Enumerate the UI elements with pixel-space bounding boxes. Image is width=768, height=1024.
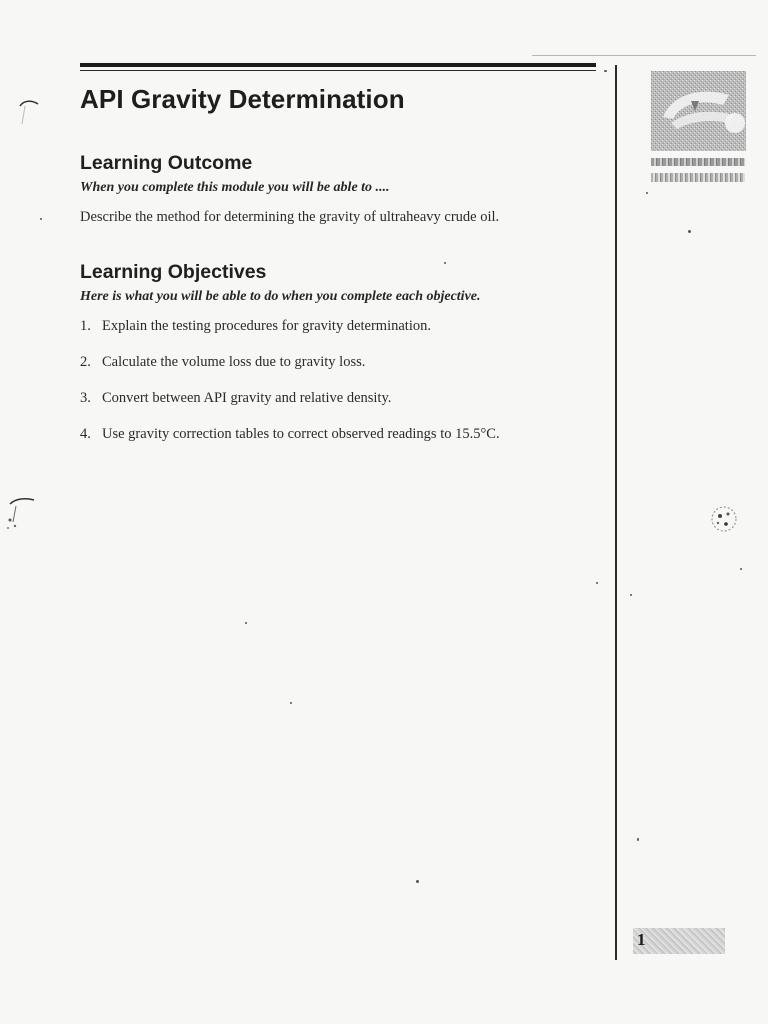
binder-hole-mark-icon [16, 94, 46, 135]
page-title: API Gravity Determination [80, 84, 405, 114]
list-item-number: 2. [80, 354, 91, 370]
learning-outcome-lead: When you complete this module you will be able to .... [80, 180, 390, 195]
list-item-text: Use gravity correction tables to correct observed readings to 15.5°C. [102, 426, 500, 442]
list-item-text: Calculate the volume loss due to gravity loss. [102, 354, 366, 370]
scan-speck [416, 880, 419, 883]
scan-speck [290, 702, 292, 704]
list-item [80, 352, 500, 388]
margin-vertical-rule [615, 65, 617, 960]
scan-smudge-icon [706, 502, 742, 541]
scan-speck [688, 230, 691, 233]
scan-speck [604, 70, 607, 72]
list-item-number: 4. [80, 426, 91, 442]
logo-stripe-upper [651, 158, 745, 166]
scan-speck [740, 568, 742, 570]
list-item [80, 316, 500, 352]
list-item-number: 1. [80, 318, 91, 334]
list-item-text: Convert between API gravity and relative density. [102, 390, 392, 406]
scan-speck [630, 594, 632, 596]
scan-speck [40, 218, 42, 220]
learning-outcome-text: Describe the method for determining the gravity of ultraheavy crude oil. [80, 209, 500, 225]
header-rule-thick [80, 63, 596, 67]
scan-speck [637, 838, 639, 841]
scan-speck [444, 262, 446, 264]
list-item-number: 3. [80, 390, 91, 406]
binder-hole-mark-icon [4, 492, 38, 539]
scan-speck [596, 582, 598, 584]
learning-objectives-lead: Here is what you will be able to do when you complete each objective. [80, 289, 481, 304]
learning-objectives-heading: Learning Objectives [80, 261, 267, 283]
objectives-list [80, 316, 500, 460]
list-item [80, 388, 500, 424]
page-number: 1 [637, 930, 646, 949]
page-number-box [633, 928, 725, 954]
learning-outcome-heading: Learning Outcome [80, 152, 253, 174]
scan-speck [245, 622, 247, 624]
logo-stripe-lower [651, 173, 745, 182]
header-rule-thin [80, 70, 596, 71]
company-logo-icon [651, 71, 746, 151]
list-item [80, 424, 500, 460]
scan-speck [646, 192, 648, 194]
list-item-text: Explain the testing procedures for gravity determination. [102, 318, 431, 334]
top-rule-faint [532, 55, 756, 56]
